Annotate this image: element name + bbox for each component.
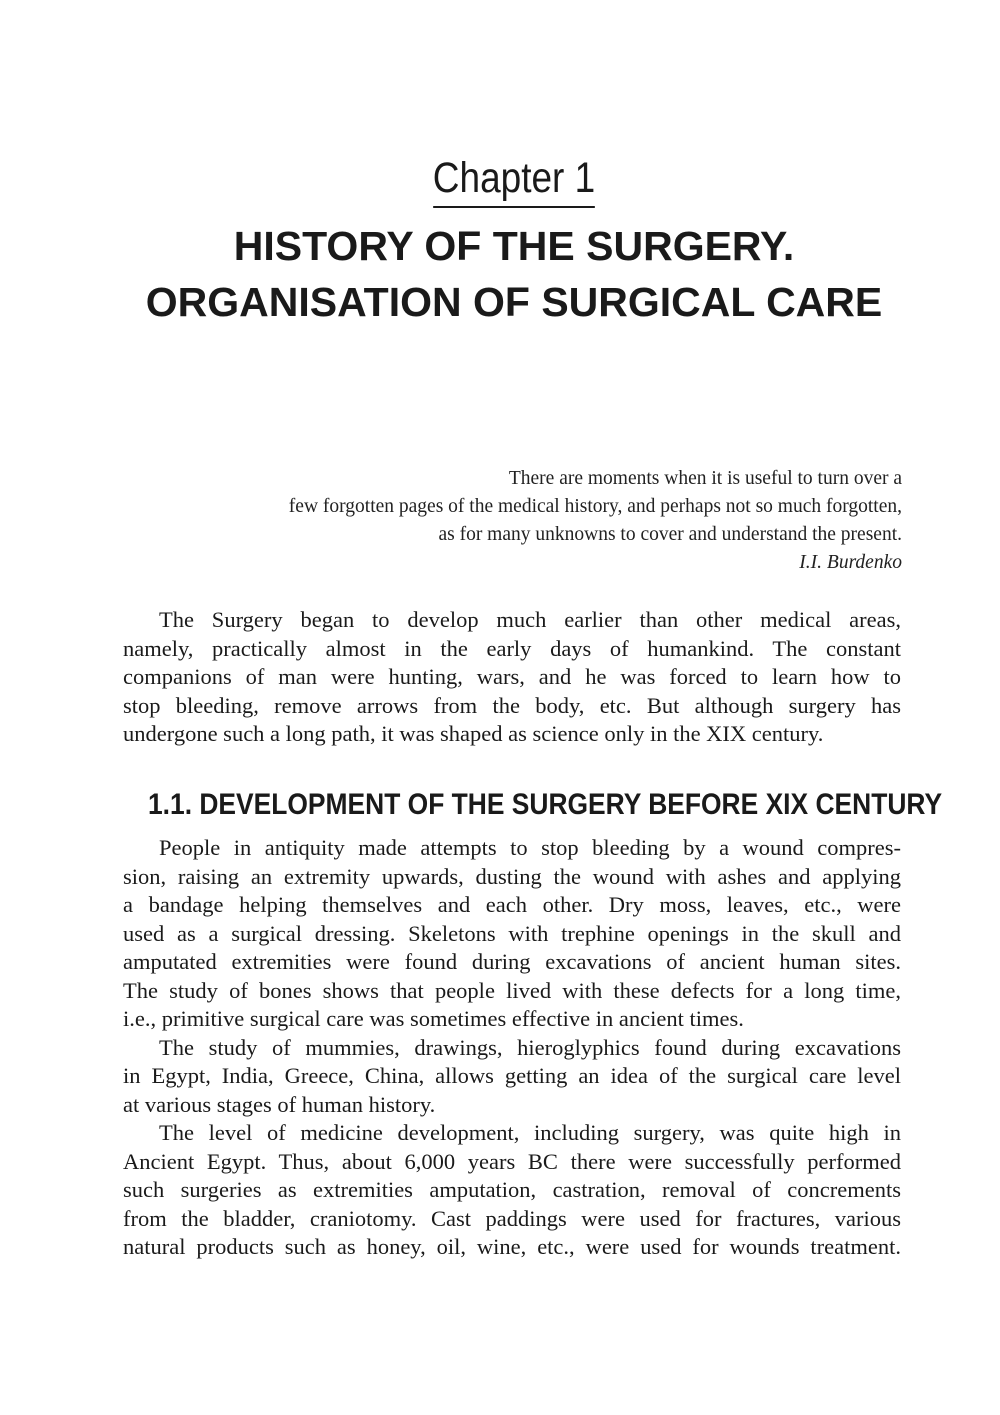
paragraph-line: People in antiquity made attempts to stop bleeding by a wound compres- <box>159 835 901 860</box>
paragraph-line: such surgeries as extremities amputation, castration, removal of concrements <box>123 1177 901 1202</box>
chapter-title-line: HISTORY OF THE SURGERY. <box>233 223 795 269</box>
paragraph-line: undergone such a long path, it was shaped as science only in the XIX century. <box>123 721 824 746</box>
paragraph-line: namely, practically almost in the early days of humankind. The constant <box>123 635 901 661</box>
section-body <box>123 834 901 1262</box>
paragraph-line: amputated extremities were found during excavations of ancient human sites. <box>123 949 901 974</box>
paragraph-line: stop bleeding, remove arrows from the body, etc. But although surgery has <box>123 692 901 718</box>
epigraph-line: as for many unknowns to cover and understand the present. <box>438 524 902 545</box>
paragraph-line: Ancient Egypt. Thus, about 6,000 years BC there were successfully performed <box>123 1148 901 1174</box>
epigraph-author: I.I. Burdenko <box>799 552 902 573</box>
chapter-label <box>72 152 956 208</box>
paragraph-line: The level of medicine development, including surgery, was quite high in <box>159 1120 901 1145</box>
paragraph-line: natural products such as honey, oil, wine, etc., were used for wounds treatment. <box>123 1234 901 1259</box>
intro-paragraph <box>123 606 901 749</box>
paragraph-line: i.e., primitive surgical care was sometimes effective in ancient times. <box>123 1006 744 1031</box>
paragraph-line: in Egypt, India, Greece, China, allows getting an idea of the surgical care level <box>123 1063 901 1088</box>
epigraph <box>150 465 902 577</box>
section-paragraph <box>123 1119 901 1262</box>
paragraph-line: a bandage helping themselves and each other. Dry moss, leaves, etc., were <box>123 892 901 917</box>
paragraph-line: sion, raising an extremity upwards, dusting the wound with ashes and applying <box>123 863 901 889</box>
chapter-title <box>0 218 1000 330</box>
epigraph-line: There are moments when it is useful to turn over a <box>508 468 902 489</box>
section-paragraph <box>123 834 901 1034</box>
paragraph-line: The Surgery began to develop much earlier than other medical areas, <box>159 607 901 632</box>
chapter-title-line: ORGANISATION OF SURGICAL CARE <box>145 279 883 325</box>
paragraph-line: at various stages of human history. <box>123 1091 436 1117</box>
paragraph-line: The study of mummies, drawings, hieroglyphics found during excavations <box>159 1034 901 1060</box>
paragraph-line: from the bladder, craniotomy. Cast paddings were used for fractures, various <box>123 1205 901 1231</box>
section-heading: 1.1. DEVELOPMENT OF THE SURGERY BEFORE XIX CENTURY <box>148 788 943 821</box>
chapter-label-text: Chapter 1 <box>433 152 595 208</box>
section-paragraph <box>123 1034 901 1120</box>
epigraph-line: few forgotten pages of the medical history, and perhaps not so much forgotten, <box>288 496 902 517</box>
paragraph-line: used as a surgical dressing. Skeletons with trephine openings in the skull and <box>123 920 901 946</box>
paragraph-line: The study of bones shows that people lived with these defects for a long time, <box>123 977 901 1003</box>
paragraph-line: companions of man were hunting, wars, and he was forced to learn how to <box>123 664 901 689</box>
